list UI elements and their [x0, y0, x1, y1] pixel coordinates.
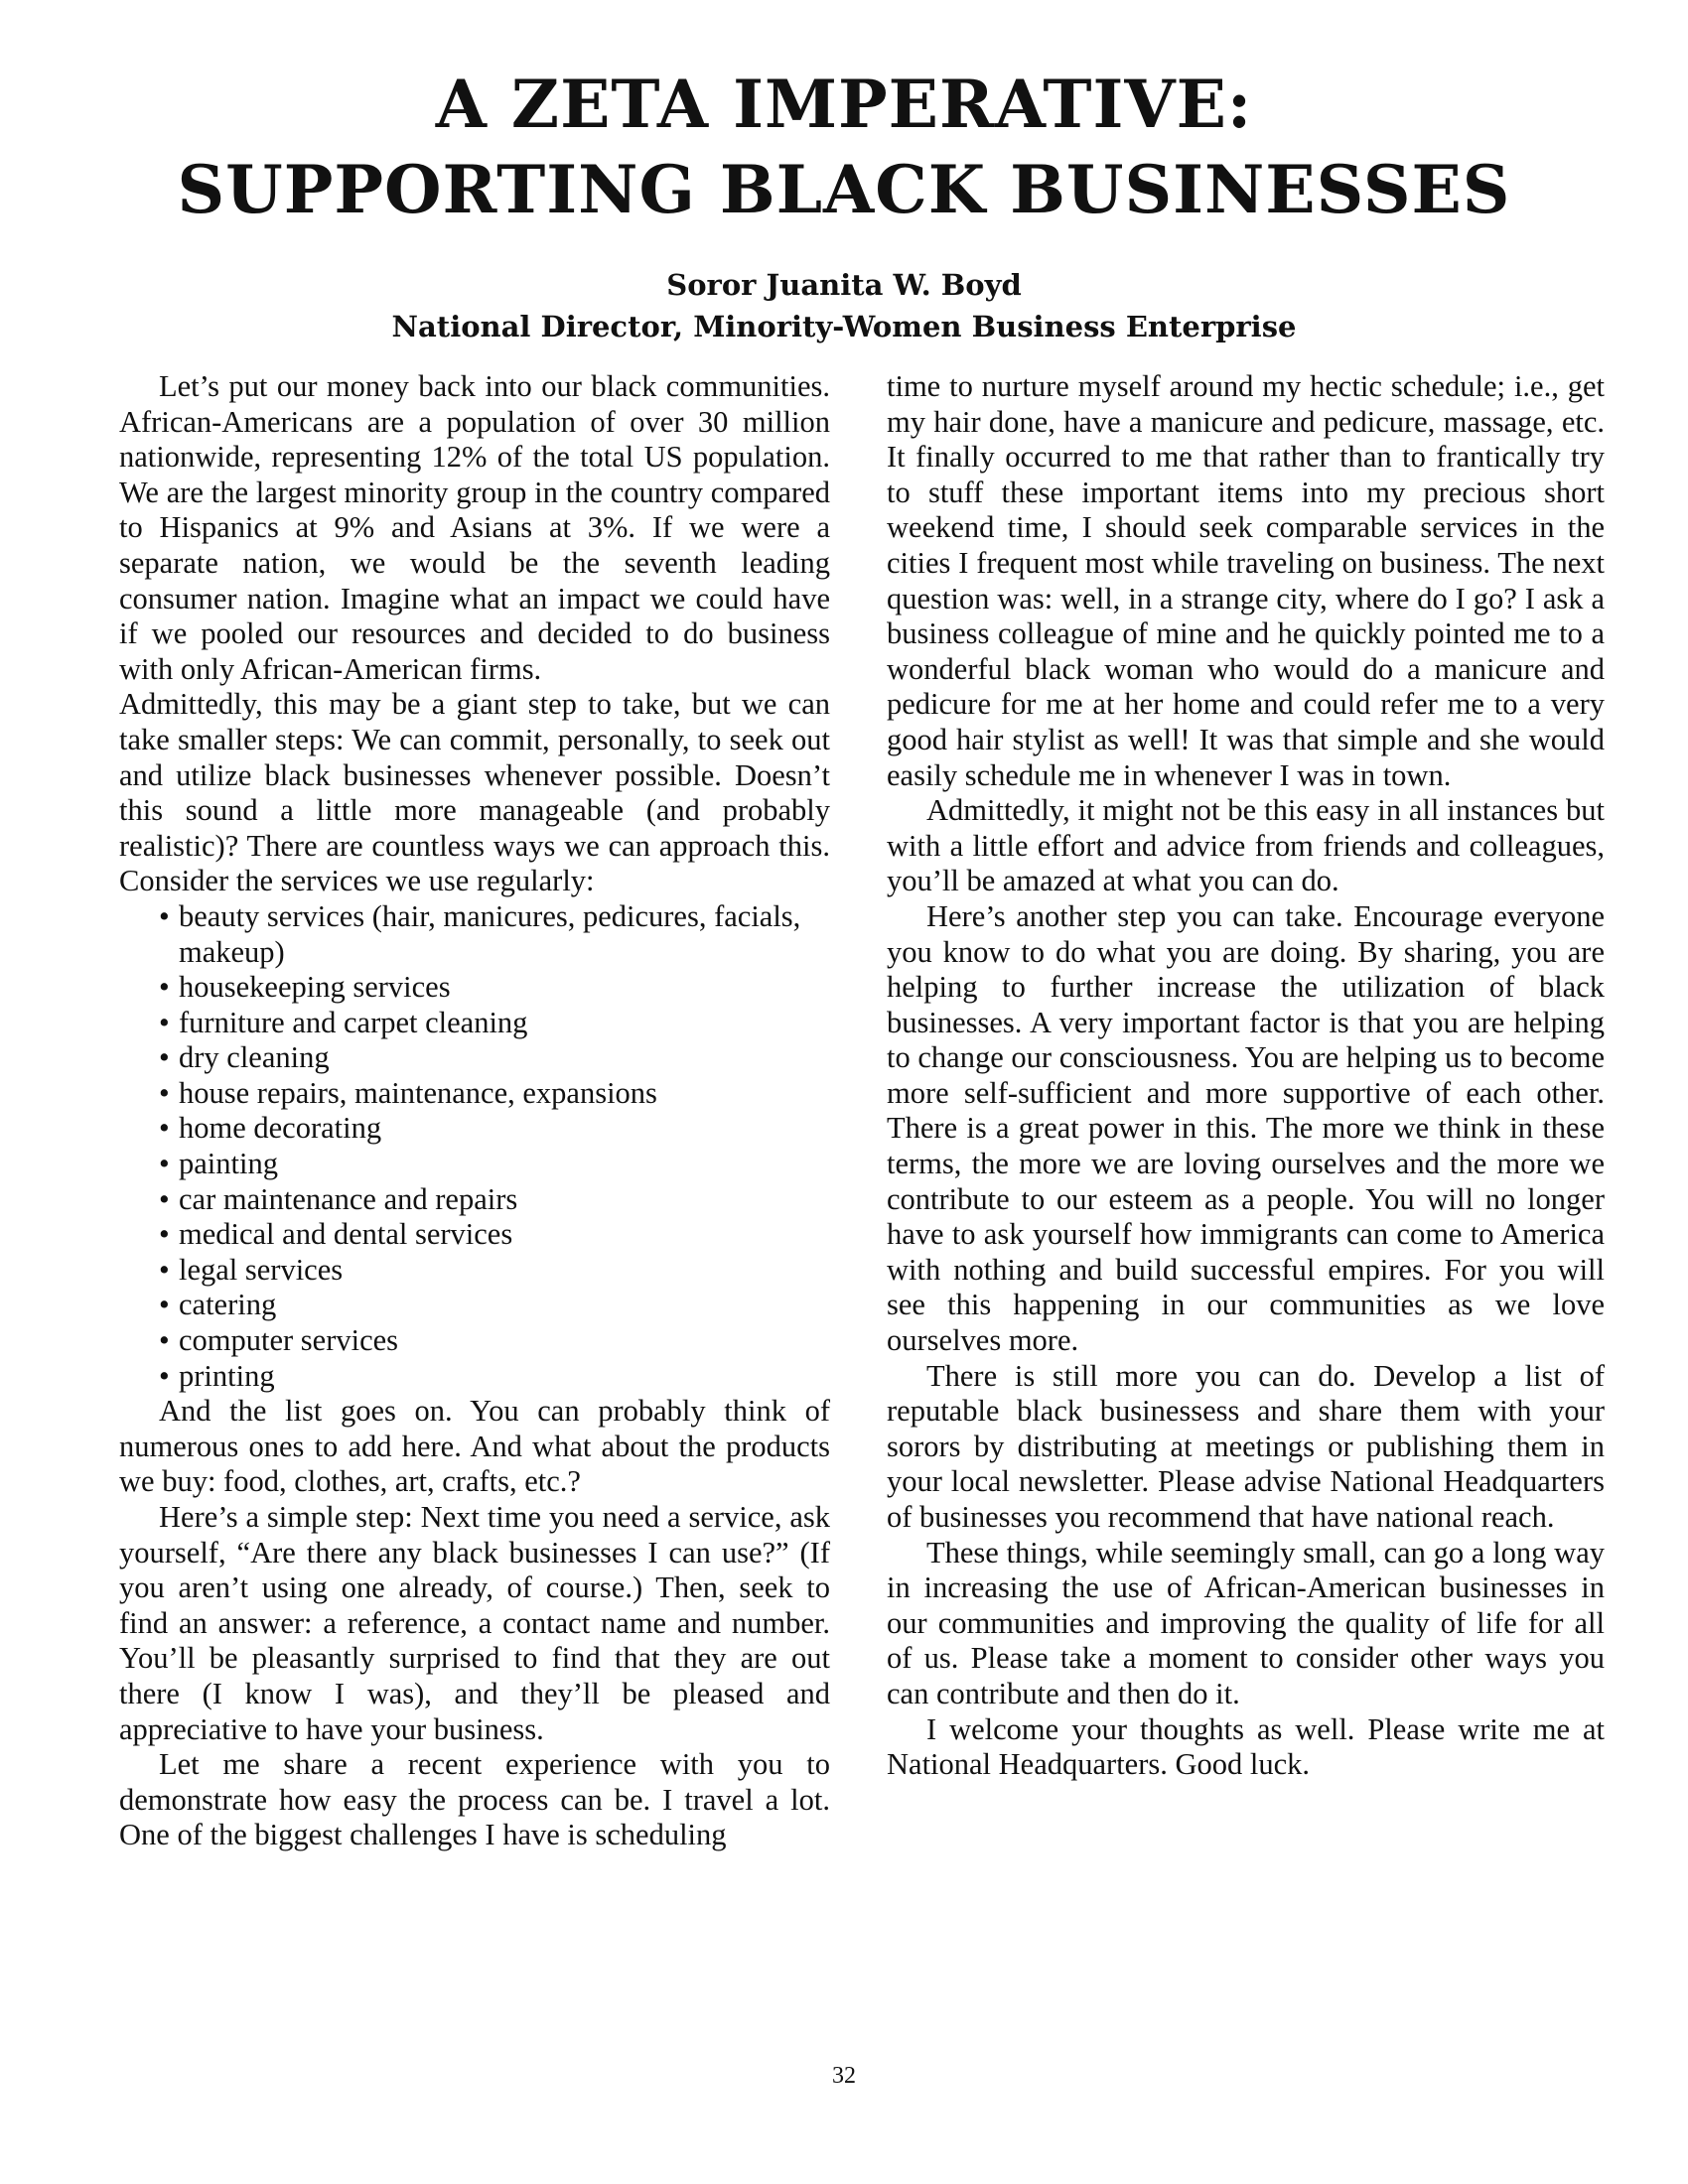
services-list: [119, 899, 830, 1394]
left-column: [119, 369, 830, 1853]
paragraph: And the list goes on. You can probably think of numerous ones to add here. And what about the products we buy: food, clothes, art, crafts, etc.?: [119, 1394, 830, 1499]
bullet-icon: •: [159, 1288, 170, 1322]
list-item-text: home decorating: [179, 1111, 382, 1146]
list-item: [159, 1253, 830, 1289]
bullet-icon: •: [159, 1147, 170, 1181]
list-item-text: painting: [179, 1147, 278, 1181]
author-title: National Director, Minority-Women Business Enterprise: [391, 310, 1297, 343]
list-item-text: furniture and carpet cleaning: [179, 1005, 528, 1039]
paragraph: I welcome your thoughts as well. Please write me at National Headquarters. Good luck.: [887, 1711, 1605, 1782]
list-item-text: car maintenance and repairs: [179, 1181, 518, 1216]
list-item-text: beauty services (hair, manicures, pedicures, facials, makeup): [179, 898, 801, 969]
list-item: [159, 1217, 830, 1253]
bullet-icon: •: [159, 1181, 170, 1216]
paragraph: These things, while seemingly small, can go a long way in increasing the use of African-American businesses in our communities and improving the quality of life for all of us. Please take a moment to consider other ways you can contribute and then do it.: [887, 1535, 1605, 1710]
title-line-2: SUPPORTING BLACK BUSINESSES: [177, 151, 1511, 228]
author-name: Soror Juanita W. Boyd: [666, 268, 1022, 302]
paragraph: Let me share a recent experience with you to demonstrate how easy the process can be. I travel a lot. One of the biggest challenges I have is scheduling: [119, 1747, 830, 1852]
list-item: [159, 1040, 830, 1076]
paragraph: Here’s a simple step: Next time you need a service, ask yourself, “Are there any black businesses I can use?” (If you aren’t using one already, of course.) Then, seek to find an answer: a reference, a contact name and number. You’ll be pleasantly surprised to find that they are out there (I know I was), and they’ll be pleased and appreciative to have your business.: [119, 1500, 830, 1746]
list-item: [159, 899, 830, 970]
page-number: 32: [832, 2063, 856, 2089]
bullet-icon: •: [159, 1005, 170, 1039]
list-item-text: dry cleaning: [179, 1040, 330, 1075]
article-title: [0, 62, 1688, 232]
bullet-icon: •: [159, 970, 170, 1005]
paragraph: Here’s another step you can take. Encourage everyone you know to do what you are doing. By sharing, you are helping to further increase the utilization of black businesses. A very important factor is that you are helping to change our consciousness. You are helping us to become more self-sufficient and more supportive of each other. There is a great power in this. The more we think in these terms, the more we are loving ourselves and the more we contribute to our esteem as a people. You will no longer have to ask yourself how immigrants can come to America with nothing and build successful empires. For you will see this happening in our communities as we love ourselves more.: [887, 898, 1605, 1358]
list-item-text: computer services: [179, 1323, 399, 1358]
byline: [0, 264, 1688, 347]
list-item: [159, 1147, 830, 1182]
title-line-1: A ZETA IMPERATIVE:: [435, 66, 1253, 143]
bullet-icon: •: [159, 1075, 170, 1110]
list-item-text: legal services: [179, 1252, 344, 1287]
list-item-text: house repairs, maintenance, expansions: [179, 1075, 657, 1110]
bullet-icon: •: [159, 1323, 170, 1358]
list-item-text: printing: [179, 1358, 275, 1393]
list-item: [159, 1111, 830, 1147]
list-item: [159, 1323, 830, 1359]
bullet-icon: •: [159, 1358, 170, 1393]
bullet-icon: •: [159, 1111, 170, 1146]
list-item-text: housekeeping services: [179, 970, 451, 1005]
list-item: [159, 1182, 830, 1218]
paragraph: There is still more you can do. Develop a list of reputable black businessess and share them with your sorors by distributing at meetings or publishing them in your local newsletter. Please advise National Headquarters of businesses you recommend that have national reach.: [887, 1358, 1605, 1534]
paragraph: Let’s put our money back into our black communities. African-Americans are a population of over 30 million nationwide, representing 12% of the total US population. We are the largest minority group in the country compared to Hispanics at 9% and Asians at 3%. If we were a separate nation, we would be the seventh leading consumer nation. Imagine what an impact we could have if we pooled our resources and decided to do business with only African-American firms.: [119, 369, 830, 686]
paragraph: time to nurture myself around my hectic schedule; i.e., get my hair done, have a manicure and pedicure, massage, etc. It finally occurred to me that rather than to frantically try to stuff these important items into my precious short weekend time, I should seek comparable services in the cities I frequent most while traveling on business. The next question was: well, in a strange city, where do I go? I ask a business colleague of mine and he quickly pointed me to a wonderful black woman who would do a manicure and pedicure for me at her home and could refer me to a very good hair stylist as well! It was that simple and she would easily schedule me in whenever I was in town.: [887, 369, 1605, 792]
bullet-icon: •: [159, 898, 170, 933]
bullet-icon: •: [159, 1040, 170, 1075]
list-item: [159, 1006, 830, 1041]
list-item: [159, 1359, 830, 1395]
list-item-text: medical and dental services: [179, 1217, 513, 1252]
right-column: [887, 369, 1605, 1783]
paragraph: Admittedly, this may be a giant step to take, but we can take smaller steps: We can commit, personally, to seek out and utilize black businesses whenever possible. Doesn’t this sound a little more manageable (and probably realistic)? There are countless ways we can approach this. Consider the services we use regularly:: [119, 687, 830, 898]
bullet-icon: •: [159, 1252, 170, 1287]
paragraph: Admittedly, it might not be this easy in all instances but with a little effort and advice from friends and colleagues, you’ll be amazed at what you can do.: [887, 793, 1605, 898]
list-item: [159, 970, 830, 1006]
list-item-text: catering: [179, 1288, 277, 1322]
list-item: [159, 1288, 830, 1323]
bullet-icon: •: [159, 1217, 170, 1252]
list-item: [159, 1076, 830, 1112]
